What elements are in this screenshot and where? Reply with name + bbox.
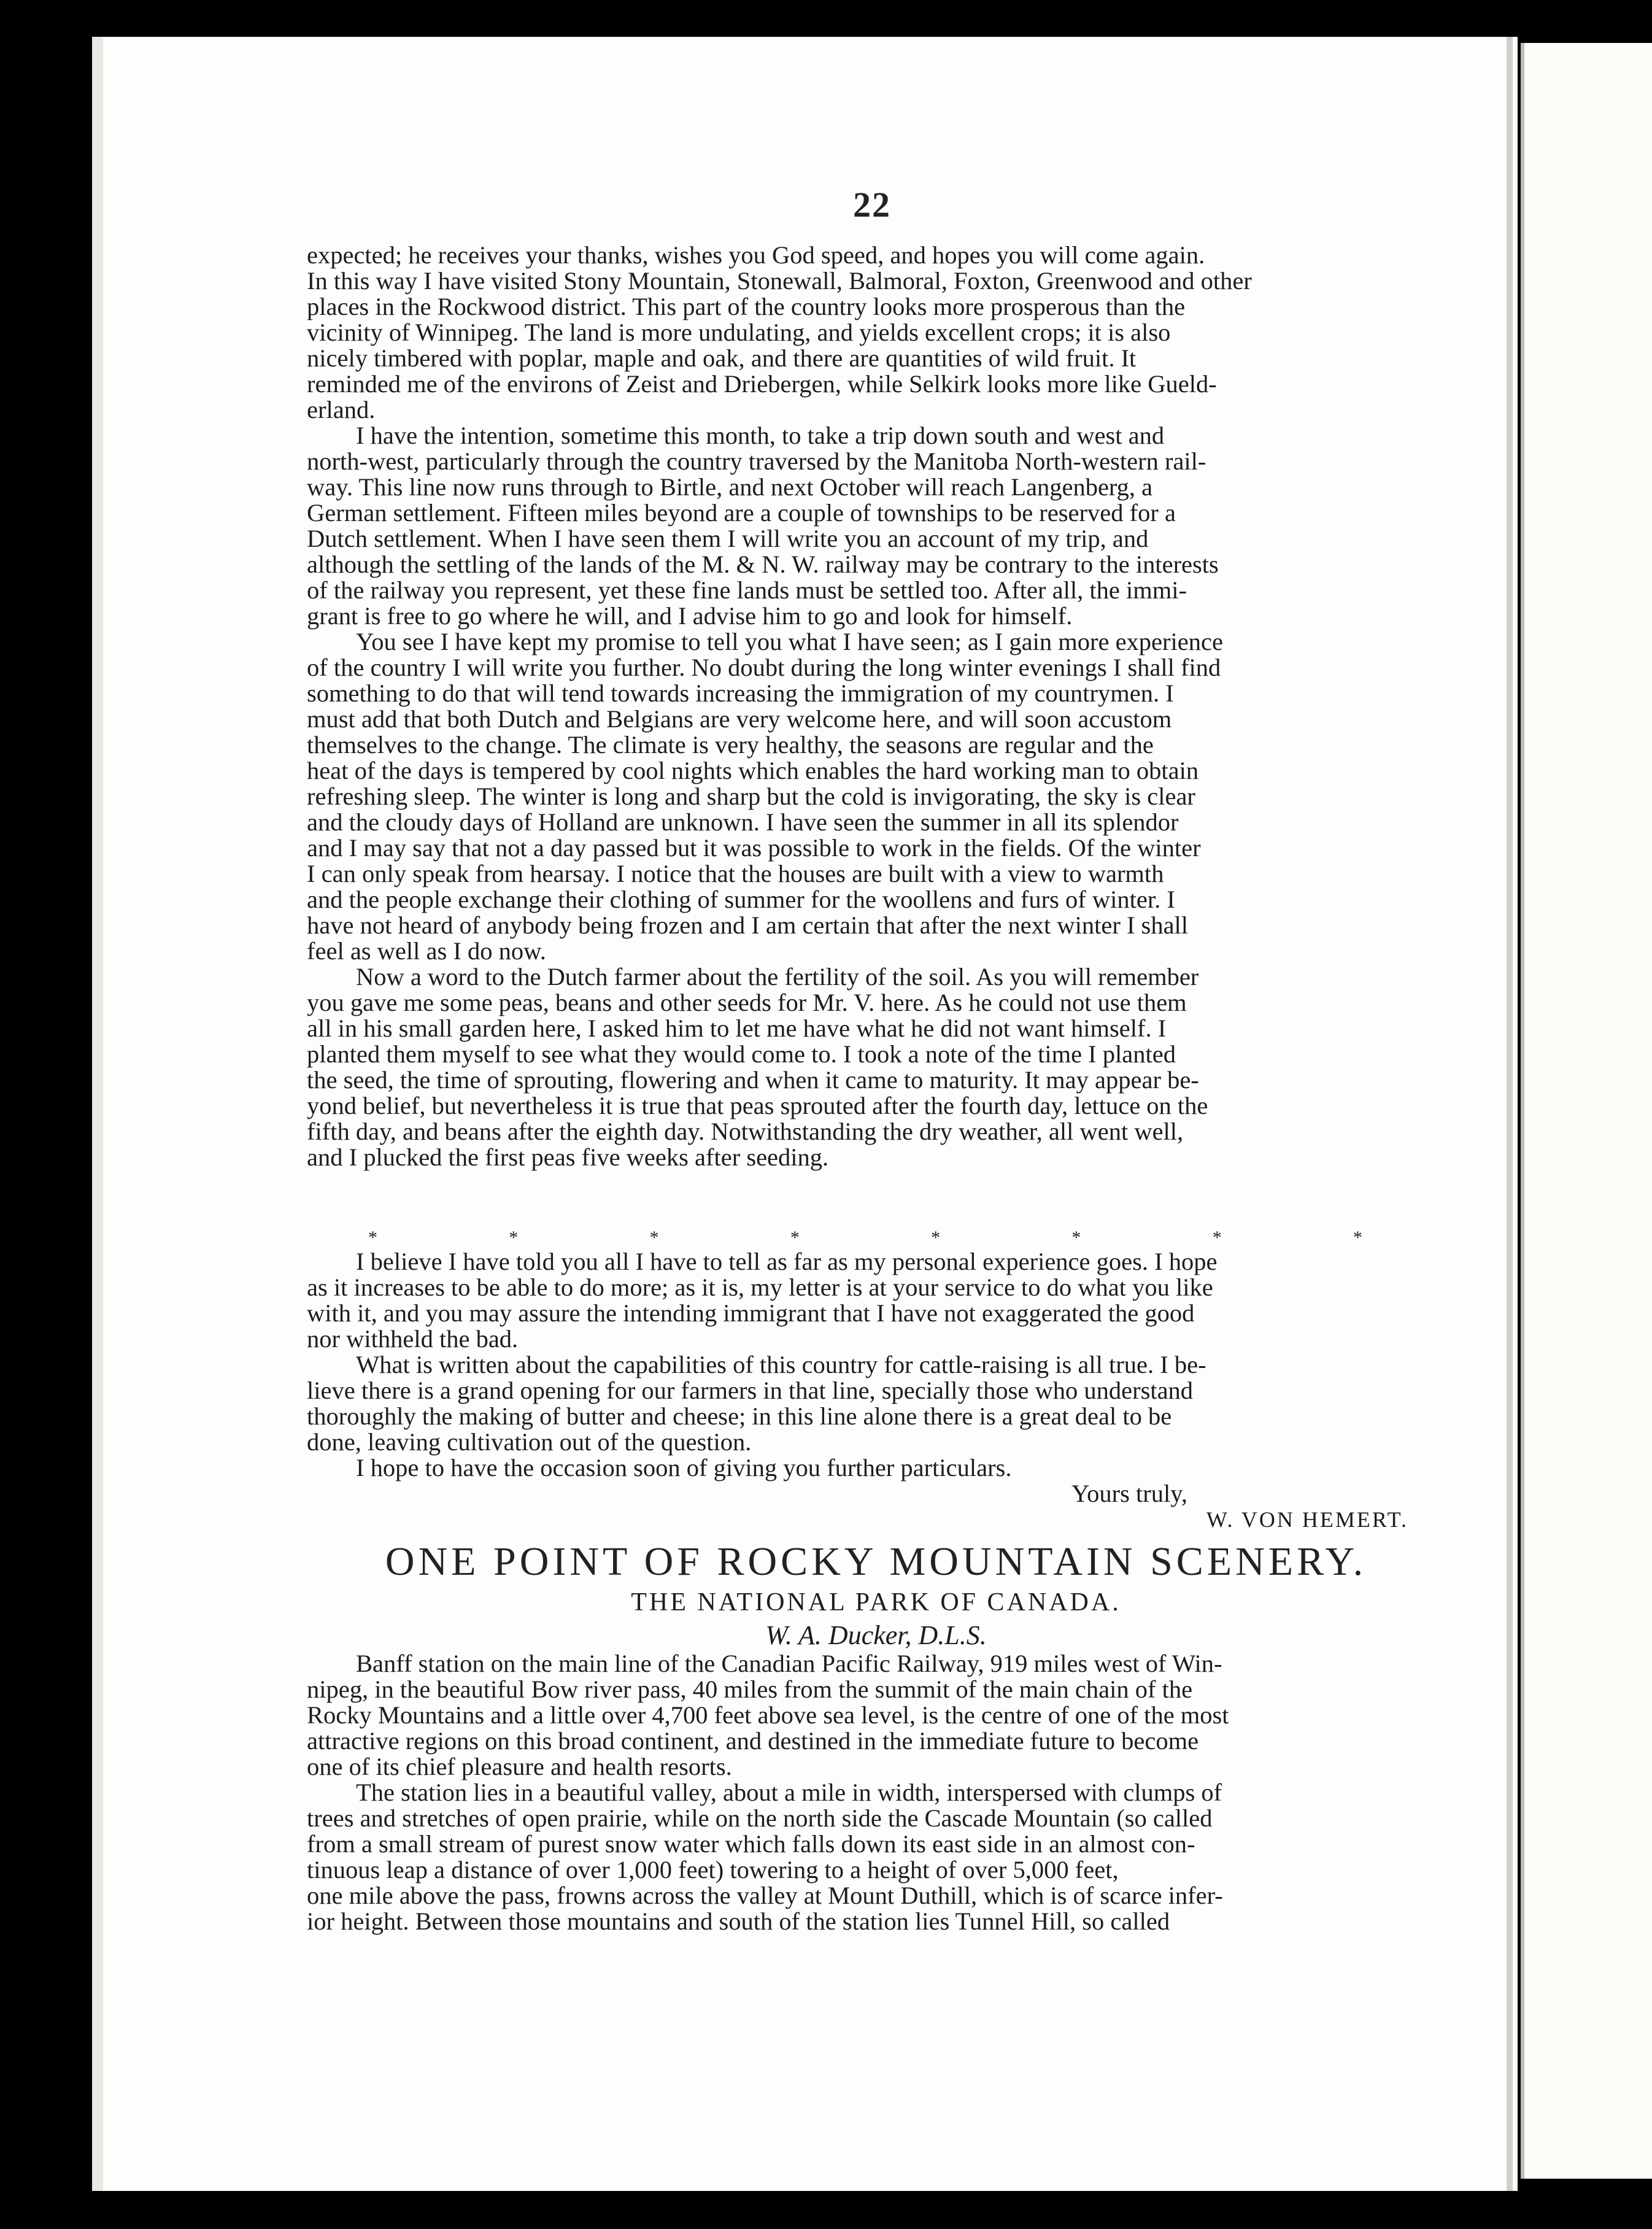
paragraph	[307, 1352, 1445, 1455]
text-line: attractive regions on this broad continent, and destined in the immediate future to become	[307, 1727, 1199, 1755]
section-break-stars	[368, 1227, 1362, 1248]
star-glyph: *	[931, 1227, 941, 1248]
text-line: nicely timbered with poplar, maple and oak, and there are quantities of wild fruit. It	[307, 344, 1137, 372]
text-line: I have the intention, sometime this month, to take a trip down south and west and	[356, 422, 1165, 449]
text-line: something to do that will tend towards increasing the immigration of my countrymen. I	[307, 679, 1174, 707]
star-glyph: *	[1212, 1227, 1222, 1248]
text-line: reminded me of the environs of Zeist and Driebergen, while Selkirk looks more like Gueld-	[307, 370, 1217, 398]
text-line: tinuous leap a distance of over 1,000 feet) towering to a height of over 5,000 feet,	[307, 1856, 1119, 1883]
text-line: I hope to have the occasion soon of giving you further particulars.	[356, 1454, 1012, 1481]
text-line: Dutch settlement. When I have seen them I will write you an account of my trip, and	[307, 525, 1149, 552]
text-line: expected; he receives your thanks, wishes you God speed, and hopes you will come again.	[307, 241, 1205, 269]
text-line: heat of the days is tempered by cool nights which enables the hard working man to obtain	[307, 757, 1199, 784]
text-line: Rocky Mountains and a little over 4,700 feet above sea level, is the centre of one of the most	[307, 1701, 1229, 1729]
text-line: the seed, the time of sprouting, flowering and when it came to maturity. It may appear be-	[307, 1066, 1199, 1094]
text-line: of the railway you represent, yet these fine lands must be settled too. After all, the immi-	[307, 576, 1187, 604]
text-line: trees and stretches of open prairie, while on the north side the Cascade Mountain (so called	[307, 1804, 1213, 1832]
text-line: places in the Rockwood district. This part of the country looks more prosperous than the	[307, 293, 1186, 320]
letter-tail-text	[307, 1249, 1445, 1481]
text-line: The station lies in a beautiful valley, about a mile in width, interspersed with clumps of	[356, 1779, 1222, 1806]
text-line: fifth day, and beans after the eighth day. Notwithstanding the dry weather, all went well,	[307, 1118, 1184, 1145]
text-line: I can only speak from hearsay. I notice that the houses are built with a view to warmth	[307, 860, 1164, 887]
paragraph	[307, 1249, 1445, 1352]
star-glyph: *	[1353, 1227, 1362, 1248]
article-headline: ONE POINT OF ROCKY MOUNTAIN SCENERY.	[385, 1539, 1367, 1584]
text-line: lieve there is a grand opening for our farmers in that line, specially those who understand	[307, 1377, 1194, 1404]
text-line: one of its chief pleasure and health resorts.	[307, 1753, 732, 1780]
star-glyph: *	[649, 1227, 659, 1248]
article-byline: W. A. Ducker, D.L.S.	[765, 1620, 987, 1650]
adjacent-page-edge	[1521, 43, 1652, 2179]
text-line: from a small stream of purest snow water which falls down its east side in an almost con-	[307, 1830, 1195, 1858]
text-line: way. This line now runs through to Birtle, and next October will reach Langenberg, a	[307, 473, 1153, 501]
text-line: erland.	[307, 396, 376, 423]
text-line: Banff station on the main line of the Canadian Pacific Railway, 919 miles west of Win-	[356, 1650, 1222, 1677]
text-line: of the country I will write you further. No doubt during the long winter evenings I shall find	[307, 654, 1221, 681]
text-line: as it increases to be able to do more; as it is, my letter is at your service to do what you like	[307, 1273, 1213, 1301]
paragraph	[307, 242, 1445, 423]
text-line: German settlement. Fifteen miles beyond are a couple of townships to be reserved for a	[307, 499, 1176, 527]
text-line: You see I have kept my promise to tell you what I have seen; as I gain more experience	[356, 628, 1223, 655]
text-line: and the cloudy days of Holland are unknown. I have seen the summer in all its splendor	[307, 808, 1179, 836]
closing: Yours truly,	[1071, 1480, 1187, 1507]
text-line: yond belief, but nevertheless it is true that peas sprouted after the fourth day, lettuce on the	[307, 1092, 1208, 1119]
paragraph	[307, 629, 1445, 964]
text-line: nor withheld the bad.	[307, 1325, 519, 1353]
text-line: nipeg, in the beautiful Bow river pass, 40 miles from the summit of the main chain of the	[307, 1675, 1193, 1703]
star-glyph: *	[1071, 1227, 1081, 1248]
article-text	[307, 1651, 1445, 1934]
paragraph	[307, 1455, 1445, 1481]
page-body	[307, 242, 1445, 1170]
page-edge	[1507, 37, 1513, 2191]
page-number: 22	[853, 185, 891, 225]
text-line: one mile above the pass, frowns across the valley at Mount Duthill, which is of scarce infer-	[307, 1882, 1223, 1909]
letter-text	[307, 242, 1445, 1170]
paragraph	[307, 1651, 1445, 1780]
text-line: although the settling of the lands of the M. & N. W. railway may be contrary to the interests	[307, 550, 1219, 578]
text-line: with it, and you may assure the intending immigrant that I have not exaggerated the good	[307, 1299, 1195, 1327]
paragraph	[307, 964, 1445, 1170]
text-line: What is written about the capabilities of this country for cattle-raising is all true. I be-	[356, 1351, 1206, 1378]
text-line: done, leaving cultivation out of the question.	[307, 1428, 752, 1456]
text-line: you gave me some peas, beans and other seeds for Mr. V. here. As he could not use them	[307, 989, 1187, 1016]
text-line: I believe I have told you all I have to tell as far as my personal experience goes. I hope	[356, 1248, 1218, 1275]
star-glyph: *	[790, 1227, 800, 1248]
text-line: and the people exchange their clothing of summer for the woollens and furs of winter. I	[307, 886, 1175, 913]
text-line: planted them myself to see what they would come to. I took a note of the time I planted	[307, 1040, 1176, 1068]
signature: W. VON HEMERT.	[1206, 1507, 1408, 1532]
text-line: and I may say that not a day passed but it was possible to work in the fields. Of the winter	[307, 834, 1201, 862]
text-line: ior height. Between those mountains and south of the station lies Tunnel Hill, so called	[307, 1907, 1170, 1935]
text-line: In this way I have visited Stony Mountain, Stonewall, Balmoral, Foxton, Greenwood and other	[307, 267, 1252, 295]
text-line: Now a word to the Dutch farmer about the fertility of the soil. As you will remember	[356, 963, 1199, 991]
text-line: and I plucked the first peas five weeks after seeding.	[307, 1143, 829, 1171]
text-line: thoroughly the making of butter and cheese; in this line alone there is a great deal to be	[307, 1402, 1172, 1430]
star-glyph: *	[368, 1227, 377, 1248]
text-line: all in his small garden here, I asked him to let me have what he did not want himself. I	[307, 1014, 1167, 1042]
paragraph	[307, 423, 1445, 629]
text-line: vicinity of Winnipeg. The land is more undulating, and yields excellent crops; it is also	[307, 319, 1171, 346]
text-line: themselves to the change. The climate is very healthy, the seasons are regular and the	[307, 731, 1154, 759]
text-line: feel as well as I do now.	[307, 937, 546, 965]
text-line: have not heard of anybody being frozen and I am certain that after the next winter I shall	[307, 911, 1189, 939]
letter-end	[307, 1249, 1445, 1934]
star-glyph: *	[509, 1227, 519, 1248]
article-subhead: THE NATIONAL PARK OF CANADA.	[631, 1588, 1121, 1617]
text-line: north-west, particularly through the country traversed by the Manitoba North-western rail-	[307, 447, 1206, 475]
text-line: refreshing sleep. The winter is long and sharp but the cold is invigorating, the sky is clear	[307, 782, 1195, 810]
paragraph	[307, 1780, 1445, 1934]
text-line: must add that both Dutch and Belgians are very welcome here, and will soon accustom	[307, 705, 1172, 733]
text-line: grant is free to go where he will, and I advise him to go and look for himself.	[307, 602, 1073, 630]
